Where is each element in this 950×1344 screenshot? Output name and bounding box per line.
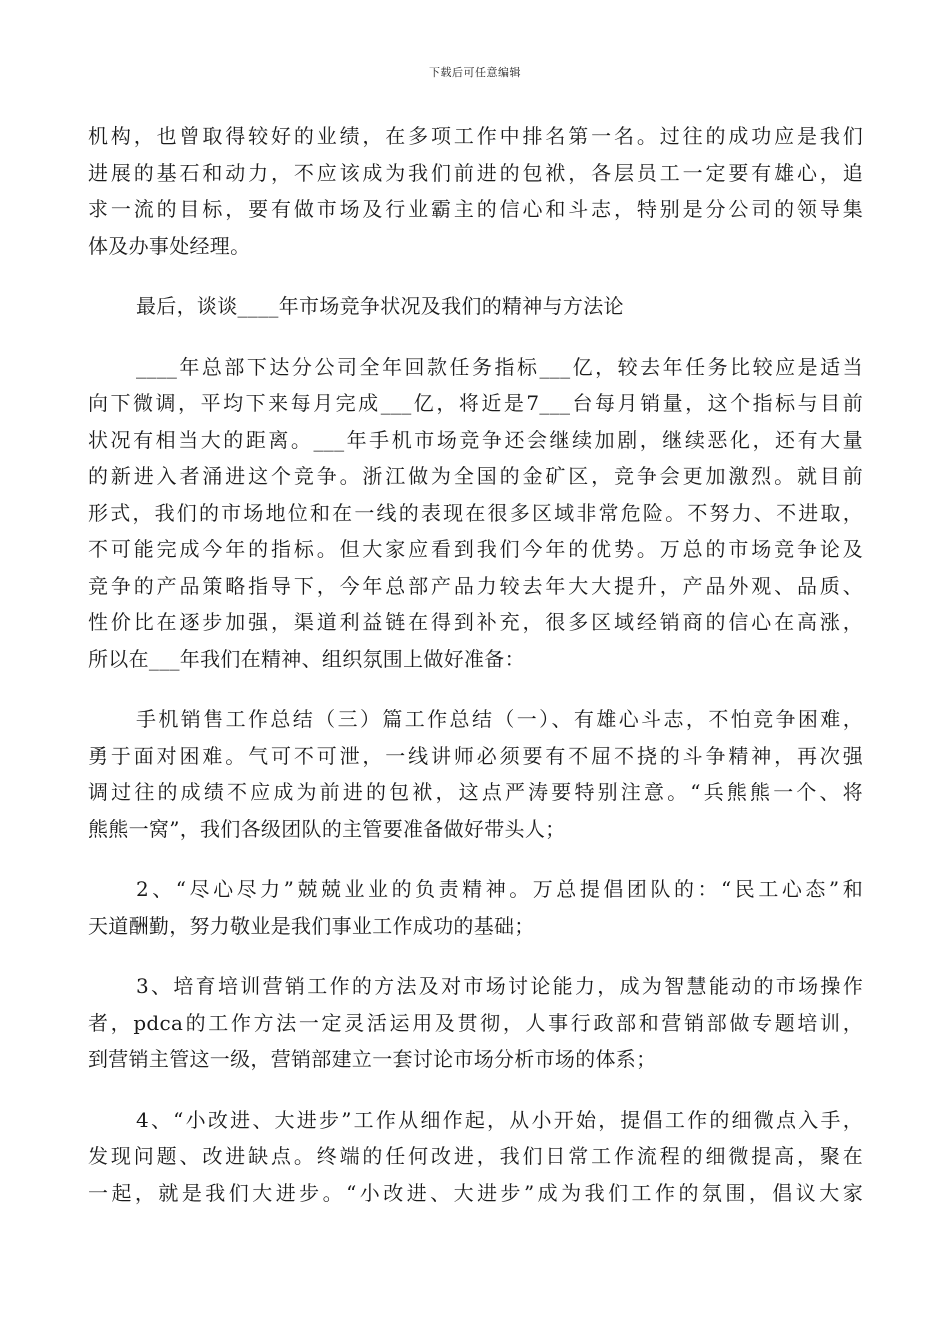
text-line: 形式，我们的市场地位和在一线的表现在很多区域非常危险。不努力、不进取，	[88, 500, 863, 525]
text-line: 最后，谈谈____年市场竞争状况及我们的精神与方法论	[136, 294, 624, 318]
text-line: 天道酬勤，努力敬业是我们事业工作成功的基础；	[88, 913, 535, 938]
text-line: 体及办事处经理。	[88, 233, 251, 258]
paragraph	[88, 701, 863, 847]
text-line: 向下微调，平均下来每月完成___亿，将近是7___台每月销量，这个指标与目前	[88, 391, 863, 415]
text-line: 所以在___年我们在精神、组织氛围上做好准备：	[88, 646, 525, 671]
text-line: 机构，也曾取得较好的业绩，在多项工作中排名第一名。过往的成功应是我们	[88, 124, 863, 148]
text-line: 3、培育培训营销工作的方法及对市场讨论能力，成为智慧能动的市场操作	[136, 974, 863, 998]
document-body	[88, 118, 863, 1211]
text-line: 手机销售工作总结（三）篇工作总结（一）、有雄心斗志，不怕竞争困难，	[136, 707, 863, 731]
paragraph	[88, 871, 863, 944]
text-line: 不可能完成今年的指标。但大家应看到我们今年的优势。万总的市场竞争论及	[88, 537, 863, 561]
paragraph	[88, 1102, 863, 1212]
text-line: 调过往的成绩不应成为前进的包袱，这点严涛要特别注意。“兵熊熊一个、将	[88, 780, 863, 804]
text-line: 进展的基石和动力，不应该成为我们前进的包袱，各层员工一定要有雄心，追	[88, 160, 863, 185]
text-line: 一起，就是我们大进步。“小改进、大进步”成为我们工作的氛围，倡议大家	[88, 1180, 863, 1205]
text-line: 4、“小改进、大进步”工作从细作起，从小开始，提倡工作的细微点入手，	[136, 1107, 863, 1132]
paragraph	[88, 349, 863, 678]
text-line: 熊熊一窝”，我们各级团队的主管要准备做好带头人；	[88, 816, 566, 841]
paragraph	[88, 968, 863, 1078]
text-line: 性价比在逐步加强，渠道利益链在得到补充，很多区域经销商的信心在高涨，	[88, 610, 863, 634]
text-line: 到营销主管这一级，营销部建立一套讨论市场分析市场的体系；	[88, 1047, 657, 1071]
paragraph	[88, 118, 863, 264]
text-line: 发现问题、改进缺点。终端的任何改进，我们日常工作流程的细微提高，聚在	[88, 1144, 863, 1168]
text-line: 2、“尽心尽力”兢兢业业的负责精神。万总提倡团队的：“民工心态”和	[136, 877, 863, 901]
section-heading	[88, 288, 863, 325]
text-line: 状况有相当大的距离。___年手机市场竞争还会继续加剧，继续恶化，还有大量	[88, 427, 863, 452]
text-line: 勇于面对困难。气可不可泄，一线讲师必须要有不屈不挠的斗争精神，再次强	[88, 743, 863, 768]
text-line: 竞争的产品策略指导下，今年总部产品力较去年大大提升，产品外观、品质、	[88, 573, 863, 598]
page-header: 下载后可任意编辑	[429, 66, 521, 79]
text-line: 求一流的目标，要有做市场及行业霸主的信心和斗志，特别是分公司的领导集	[88, 197, 863, 221]
text-line: 者，pdca的工作方法一定灵活运用及贯彻，人事行政部和营销部做专题培训，	[88, 1010, 863, 1035]
text-line: ____年总部下达分公司全年回款任务指标___亿，较去年任务比较应是适当	[136, 354, 863, 379]
text-line: 的新进入者涌进这个竞争。浙江做为全国的金矿区，竞争会更加激烈。就目前	[88, 464, 863, 488]
